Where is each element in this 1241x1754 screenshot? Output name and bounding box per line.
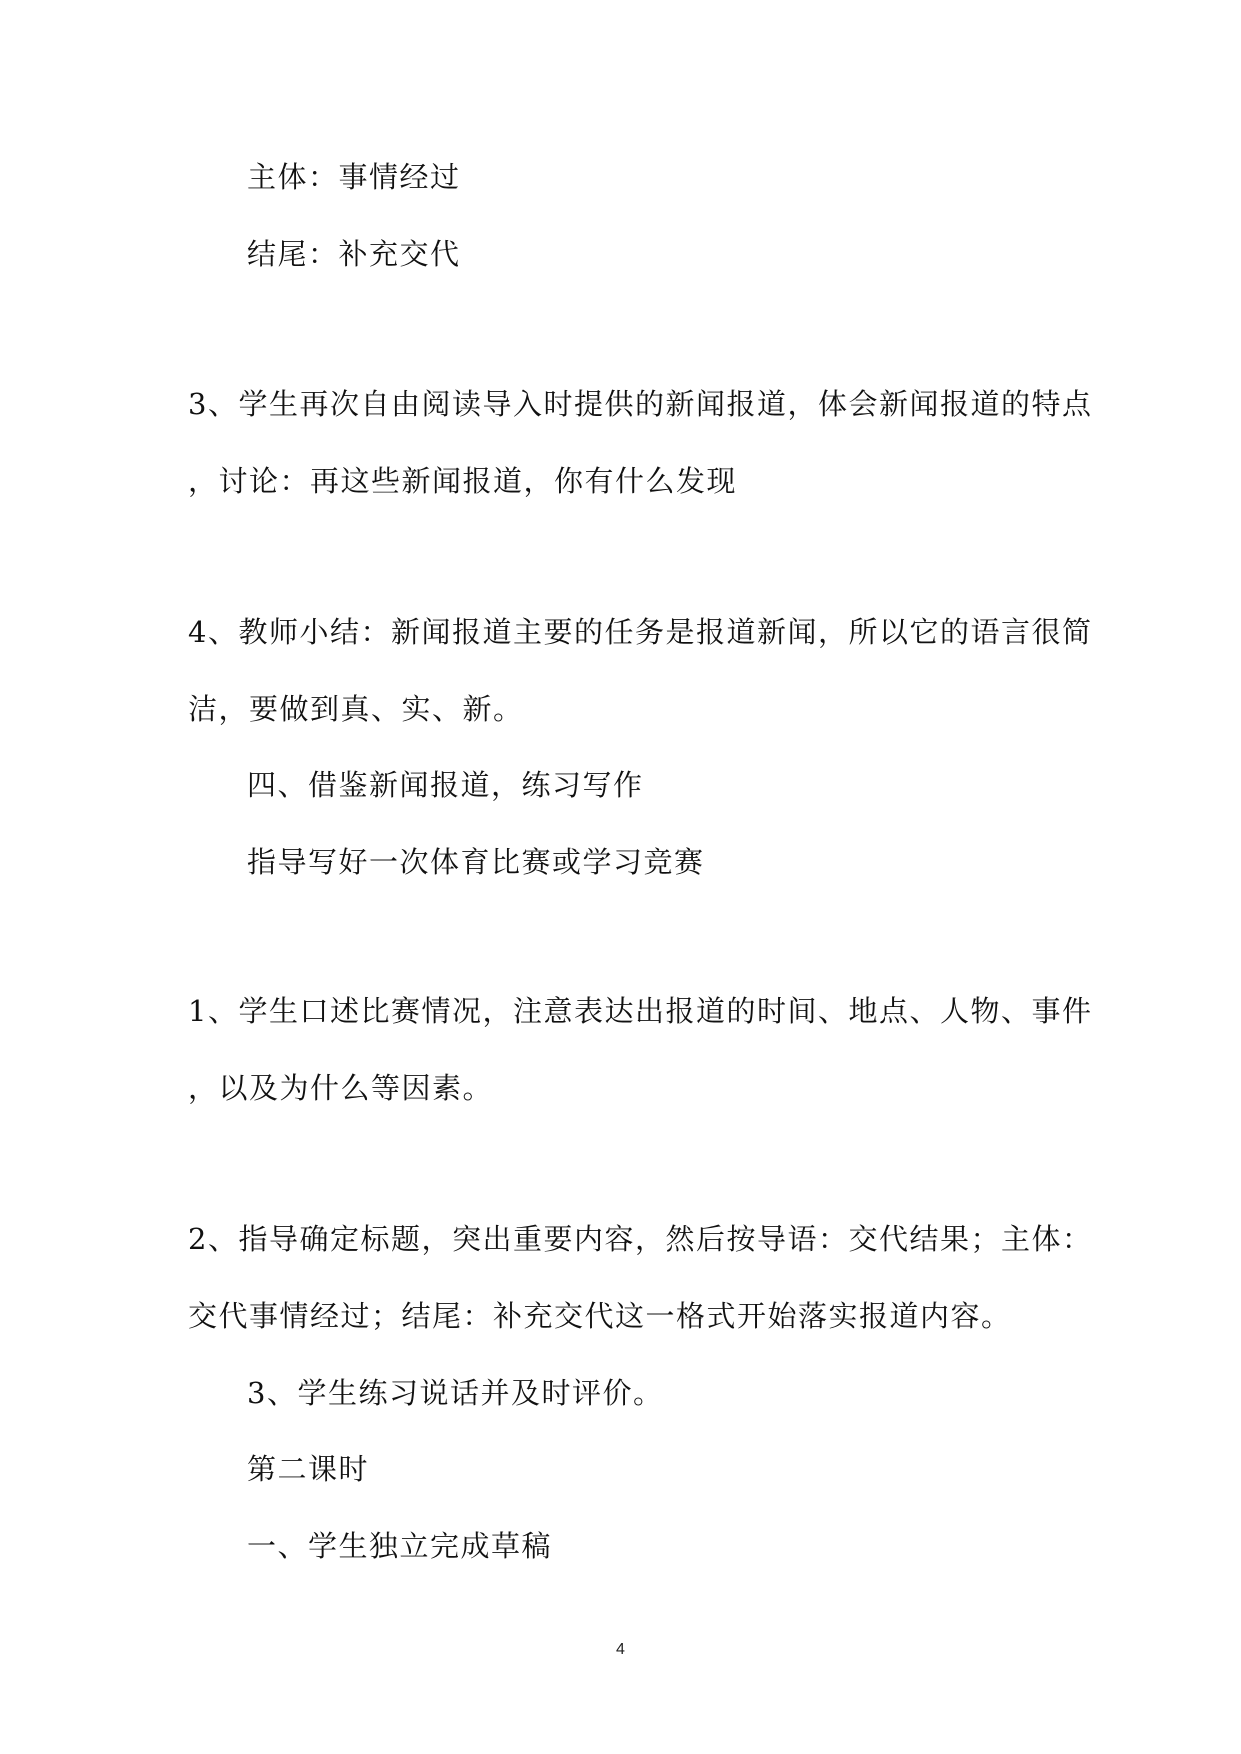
text-line-ending: 结尾：补充交代 (247, 237, 461, 271)
text-line-item-1-cont: ，以及为什么等因素。 (188, 1071, 494, 1105)
text-line-body: 主体：事情经过 (247, 160, 461, 194)
text-line-item-3b: 3、学生练习说话并及时评价。 (247, 1376, 664, 1410)
section-heading-four: 四、借鉴新闻报道，练习写作 (247, 768, 644, 802)
text-line-item-2: 2、指导确定标题，突出重要内容，然后按导语：交代结果；主体： (188, 1222, 1093, 1256)
text-line-item-2-cont: 交代事情经过；结尾：补充交代这一格式开始落实报道内容。 (188, 1299, 1012, 1333)
section-heading-one: 一、学生独立完成草稿 (247, 1529, 553, 1563)
text-line-item-3-cont: ，讨论：再这些新闻报道，你有什么发现 (188, 464, 738, 498)
text-line-item-4: 4、教师小结：新闻报道主要的任务是报道新闻，所以它的语言很简 (188, 615, 1093, 649)
text-line-guide: 指导写好一次体育比赛或学习竞赛 (247, 845, 705, 879)
text-line-item-3: 3、学生再次自由阅读导入时提供的新闻报道，体会新闻报道的特点 (188, 387, 1093, 421)
section-heading-second-lesson: 第二课时 (247, 1452, 370, 1486)
text-line-item-4-cont: 洁，要做到真、实、新。 (188, 692, 524, 726)
page-number: 4 (616, 1641, 625, 1658)
text-line-item-1: 1、学生口述比赛情况，注意表达出报道的时间、地点、人物、事件 (188, 994, 1093, 1028)
